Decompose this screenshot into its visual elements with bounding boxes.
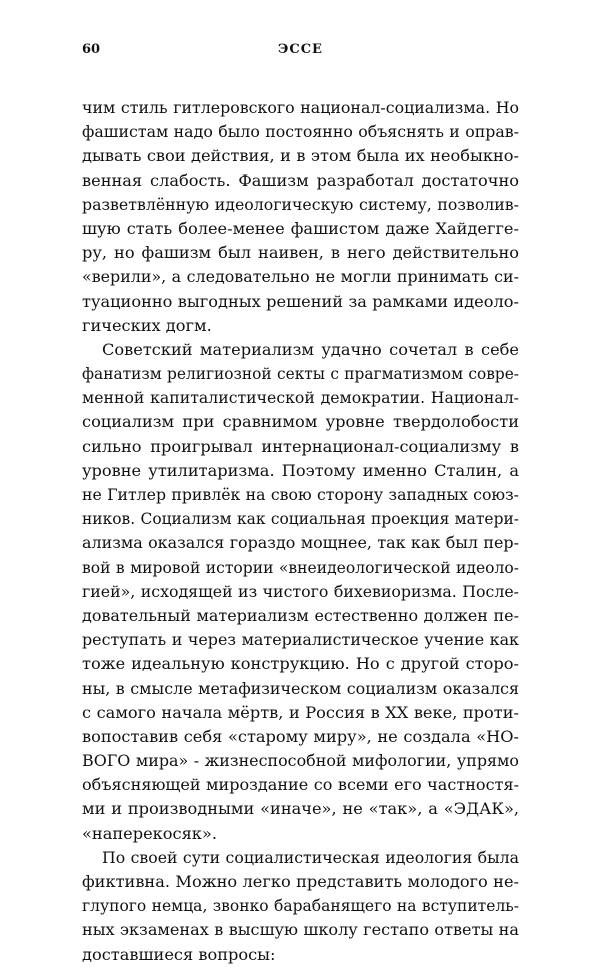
text-line: вой в мировой истории «внеидеологической идеоло- [82,558,519,577]
text-line: ализма оказался гораздо мощнее, так как был пер- [82,533,519,553]
text-line: дывать свои действия, и в этом была их необыкно- [82,146,519,166]
text-line: ны, в смысле метафизическом социализм оказался [82,678,519,698]
text-line: венная слабость. Фашизм разработал достаточно [82,170,519,190]
text-line: менной капиталистической демократии. Национал- [82,388,519,408]
text-line: доставшиеся вопросы: [82,944,276,964]
body-text [82,96,519,967]
text-line: разветвлённую идеологическую систему, позволив- [82,194,519,214]
text-line: «верили», а следовательно не могли принимать си- [82,267,519,287]
text-line: По своей сути социалистическая идеология была [102,847,519,867]
text-line: чим стиль гитлеровского национал-социализма. Но [82,98,519,117]
text-line: вопоставив себя «старому миру», не создала «НО- [82,726,519,746]
text-line: ВОГО мира» - жизнеспособной мифологии, упрямо [82,751,519,771]
text-line: ру, но фашизм был наивен, в него действительно [82,243,519,263]
text-line: объясняющей мироздание со всеми его частностя- [82,775,519,795]
text-line: глупого немца, звонко барабанящего на вступитель- [82,897,519,916]
paragraph-1 [82,96,519,338]
text-line: довательный материализм естественно должен пе- [82,605,519,625]
text-line: ми и производными «иначе», не «так», а «ЭДАК», [82,799,519,819]
text-line: с самого начала мёртв, и Россия в XX веке, проти- [82,702,519,722]
text-line: ников. Социализм как социальная проекция матери- [82,510,519,529]
page-number: 60 [82,42,101,57]
text-line: гией», исходящей из чистого бихевиоризма. После- [82,581,519,601]
paragraph-3 [82,846,519,967]
text-line: фашистам надо было постоянно объяснять и оправ- [82,122,519,142]
running-head [82,42,519,62]
text-line: реступать и через материалистическое учение как [82,630,519,650]
text-line: фанатизм религиозной секты с прагматизмом совре- [82,365,519,384]
text-line: уровне утилитаризма. Поэтому именно Сталин, а [82,460,519,480]
text-line: Советский материализм удачно сочетал в себе [102,339,519,359]
text-line: сильно проигрывал интернационал-социализму в [82,436,519,456]
text-line: «наперекосяк». [82,823,217,843]
text-line: шую стать более-менее фашистом даже Хайдегге- [82,218,519,238]
text-line: ных экзаменах в высшую школу гестапо ответы на [82,920,519,940]
text-line: не Гитлер привлёк на свою сторону западных союз- [82,485,519,504]
text-line: фиктивна. Можно легко представить молодого не- [82,872,519,891]
section-title: ЭССЕ [278,42,323,57]
text-line: гических догм. [82,315,212,335]
paragraph-2 [82,338,519,846]
text-line: тоже идеальную конструкцию. Но с другой сторо- [82,654,519,674]
text-line: социализм при сравнимом уровне твердолобости [82,412,519,432]
text-line: туационно выгодных решений за рамками идеоло- [82,291,519,311]
